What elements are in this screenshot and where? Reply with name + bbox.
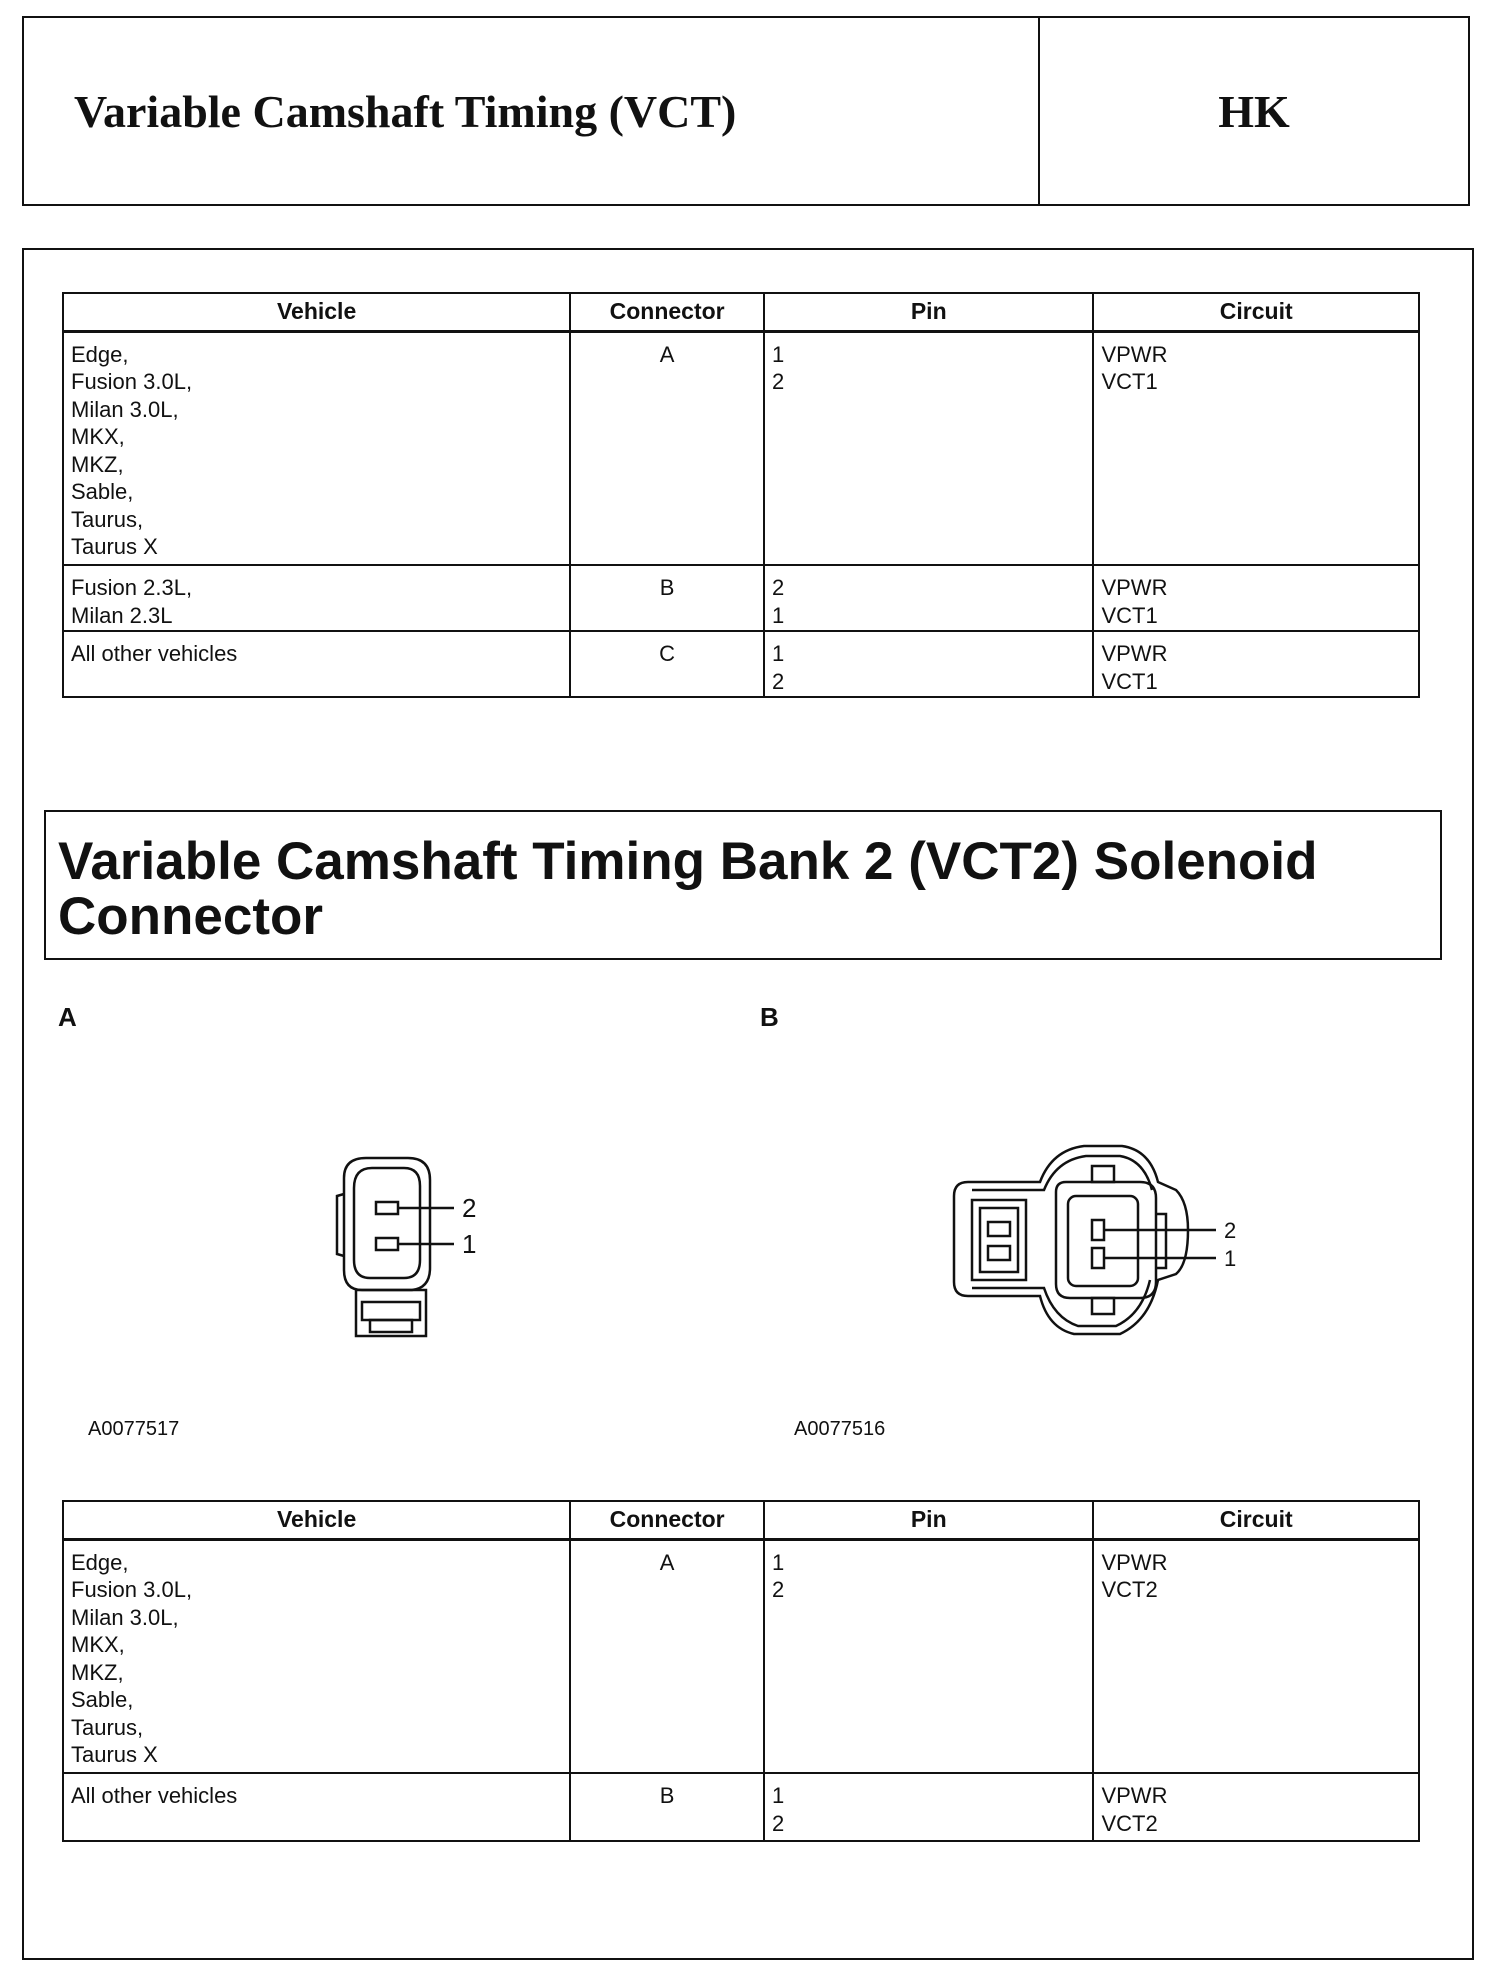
header-title: Variable Camshaft Timing (VCT) (24, 18, 1040, 204)
vct2-pinout-table (62, 1500, 1420, 1842)
connector-a-pin-2-terminal (376, 1202, 398, 1214)
vehicle-name: Milan 3.0L, (71, 396, 179, 422)
column-header-pin: Pin (764, 293, 1093, 331)
connector-b-housing-inner-line (972, 1156, 1152, 1190)
circuit-cell (1093, 565, 1419, 631)
connector-b-pin-1-terminal (1092, 1248, 1104, 1268)
connector-a-inner-body (354, 1168, 420, 1278)
page-header (22, 16, 1470, 206)
connector-a-pin-2-label: 2 (462, 1193, 477, 1223)
vehicle-name: Sable, (71, 1687, 134, 1712)
vehicle-name: MKZ, (71, 451, 124, 477)
connector-cell: A (570, 331, 764, 565)
vehicle-name: MKX, (71, 424, 125, 449)
table-row (63, 1539, 1419, 1773)
connector-a-latch-slot (370, 1320, 412, 1332)
vehicle-name: Fusion 3.0L, (71, 369, 193, 394)
table-header-row (63, 293, 1419, 331)
connector-a-diagram (304, 1150, 524, 1350)
circuit-name: VPWR (1101, 1783, 1168, 1808)
connector-b-pin-2-terminal (1092, 1220, 1104, 1240)
connector-a-latch-inner (362, 1302, 420, 1320)
vehicle-name: Edge, (71, 1549, 129, 1575)
circuit-cell (1093, 631, 1419, 697)
connector-b-diagram (944, 1130, 1264, 1350)
pin-number: 2 (772, 1577, 785, 1602)
vehicle-name: Milan 3.0L, (71, 1604, 179, 1630)
connector-b-outer-housing (954, 1146, 1188, 1334)
header-code: HK (1218, 85, 1290, 137)
circuit-cell (1093, 1539, 1419, 1773)
circuit-name: VPWR (1101, 641, 1168, 666)
vehicle-cell (63, 331, 570, 565)
circuit-name: VCT2 (1101, 1810, 1158, 1836)
vehicle-name: Fusion 3.0L, (71, 1577, 193, 1602)
connector-b-top-key (1092, 1166, 1114, 1182)
vct1-pinout-table (62, 292, 1420, 698)
vehicle-cell (63, 1539, 570, 1773)
section-title-line: Connector (58, 887, 323, 946)
table-row (63, 331, 1419, 565)
connector-b-lock-detail-top (988, 1222, 1010, 1236)
connector-b-pin-1-label: 1 (1224, 1246, 1237, 1271)
column-header-vehicle: Vehicle (63, 293, 570, 331)
pin-cell (764, 631, 1093, 697)
column-header-connector: Connector (570, 1501, 764, 1539)
pin-number: 2 (772, 1810, 785, 1836)
pin-number: 2 (772, 369, 785, 394)
connector-b-bottom-key (1092, 1298, 1114, 1314)
pin-number: 1 (772, 341, 785, 367)
pin-cell (764, 1539, 1093, 1773)
connector-b-pin-2-label: 2 (1224, 1218, 1237, 1243)
pin-number: 1 (772, 1783, 785, 1808)
table-row (63, 565, 1419, 631)
connector-b-lock-detail-bottom (988, 1246, 1010, 1260)
vehicle-name: Milan 2.3L (71, 602, 173, 628)
connector-a-pin-1-terminal (376, 1238, 398, 1250)
figure-a-label: A (58, 1002, 77, 1032)
connector-a-latch (356, 1290, 426, 1336)
figure-b-id: A0077516 (794, 1418, 886, 1440)
pin-cell (764, 1773, 1093, 1841)
circuit-name: VPWR (1101, 575, 1168, 600)
connector-b-lock-tab-inner (980, 1208, 1018, 1272)
connector-b-right-rib (1156, 1214, 1166, 1268)
content-panel (22, 248, 1474, 1960)
section-title (44, 810, 1442, 960)
pin-cell (764, 565, 1093, 631)
figure-b-label: B (760, 1002, 779, 1032)
vehicle-cell (63, 631, 570, 697)
vehicle-name: Fusion 2.3L, (71, 575, 193, 600)
vehicle-name: All other vehicles (71, 641, 238, 666)
circuit-name: VCT1 (1101, 602, 1158, 628)
circuit-name: VPWR (1101, 1549, 1168, 1575)
column-header-connector: Connector (570, 293, 764, 331)
table-header-row (63, 1501, 1419, 1539)
vehicle-name: MKX, (71, 1632, 125, 1657)
pin-cell (764, 331, 1093, 565)
table-row (63, 1773, 1419, 1841)
connector-cell: B (570, 565, 764, 631)
vehicle-name: Taurus X (71, 534, 158, 559)
connector-cell: C (570, 631, 764, 697)
circuit-name: VCT1 (1101, 668, 1158, 694)
figure-a-id: A0077517 (88, 1418, 180, 1440)
vehicle-name: Edge, (71, 341, 129, 367)
vehicle-name: All other vehicles (71, 1783, 238, 1808)
circuit-name: VCT1 (1101, 369, 1158, 394)
column-header-circuit: Circuit (1093, 293, 1419, 331)
vehicle-name: Taurus X (71, 1742, 158, 1767)
circuit-name: VPWR (1101, 341, 1168, 367)
column-header-circuit: Circuit (1093, 1501, 1419, 1539)
pin-number: 1 (772, 602, 785, 628)
section-title-line: Variable Camshaft Timing Bank 2 (VCT2) Solenoid (58, 832, 1318, 891)
pin-number: 1 (772, 1549, 785, 1575)
circuit-cell (1093, 331, 1419, 565)
circuit-name: VCT2 (1101, 1577, 1158, 1602)
vehicle-name: Taurus, (71, 506, 144, 532)
vehicle-cell (63, 1773, 570, 1841)
circuit-cell (1093, 1773, 1419, 1841)
connector-a-pin-1-label: 1 (462, 1229, 477, 1259)
vehicle-name: MKZ, (71, 1659, 124, 1685)
column-header-vehicle: Vehicle (63, 1501, 570, 1539)
vehicle-cell (63, 565, 570, 631)
connector-cell: B (570, 1773, 764, 1841)
table-row (63, 631, 1419, 697)
vehicle-name: Taurus, (71, 1714, 144, 1740)
vehicle-name: Sable, (71, 479, 134, 504)
pin-number: 1 (772, 641, 785, 666)
connector-cell: A (570, 1539, 764, 1773)
pin-number: 2 (772, 668, 785, 694)
pin-number: 2 (772, 575, 785, 600)
column-header-pin: Pin (764, 1501, 1093, 1539)
